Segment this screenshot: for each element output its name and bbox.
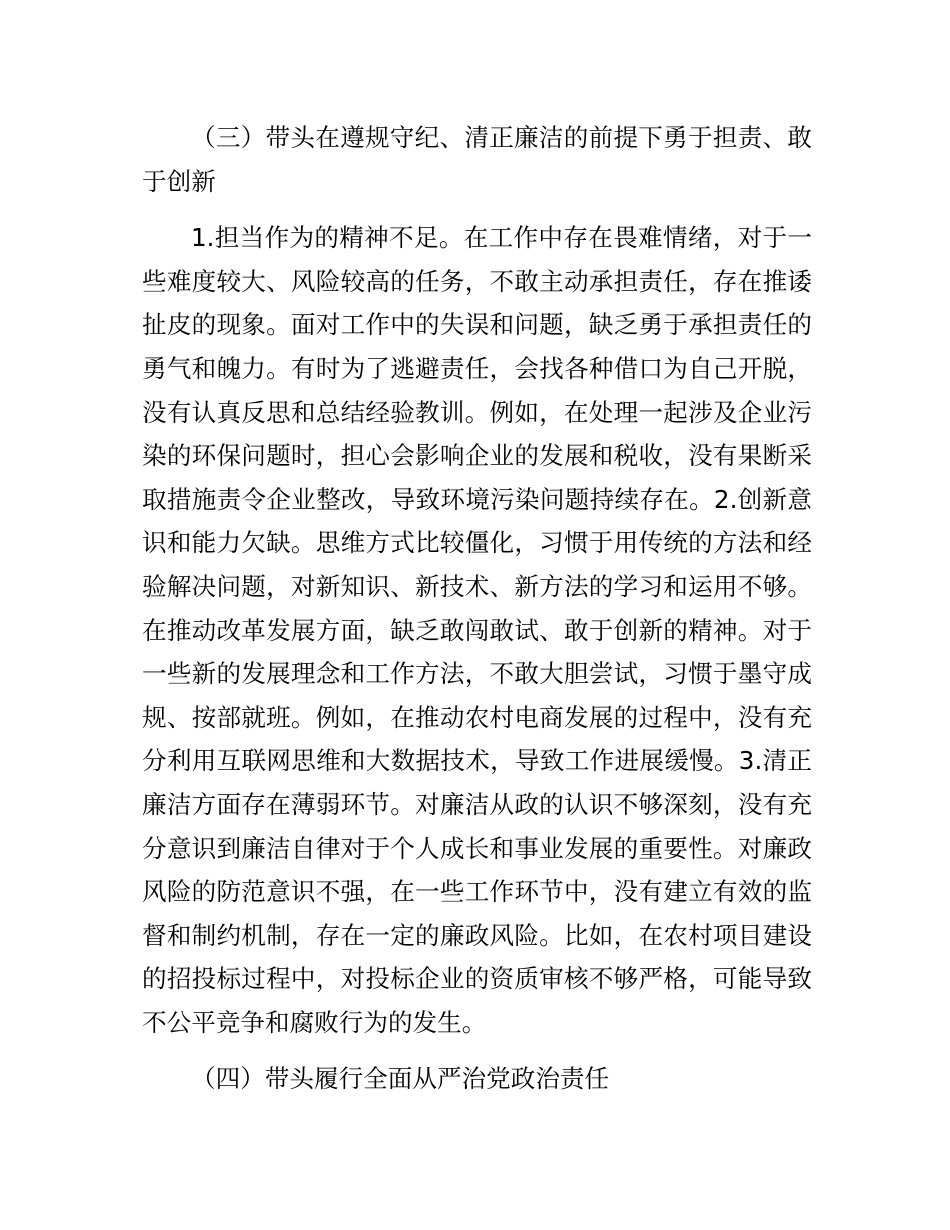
section-three-heading: （三）带头在遵规守纪、清正廉洁的前提下勇于担责、敢于创新 xyxy=(142,123,812,196)
section-four-heading: （四）带头履行全面从严治党政治责任 xyxy=(191,1064,610,1094)
document-body xyxy=(142,116,812,1114)
section-three-body: 1.担当作为的精神不足。在工作中存在畏难情绪，对于一些难度较大、风险较高的任务，不敢主动承担责任，存在推诿扯皮的现象。面对工作中的失误和问题，缺乏勇于承担责任的勇气和魄力。有时为了逃避责任，会找各种借口为自己开脱，没有认真反思和总结经验教训。例如，在处理一起涉及企业污染的环保问题时，担心会影响企业的发展和税收，没有果断采取措施责令企业整改，导致环境污染问题持续存在。2.创新意识和能力欠缺。思维方式比较僵化，习惯于用传统的方法和经验解决问题，对新知识、新技术、新方法的学习和运用不够。在推动改革发展方面，缺乏敢闯敢试、敢于创新的精神。对于一些新的发展理念和工作方法，不敢大胆尝试，习惯于墨守成规、按部就班。例如，在推动农村电商发展的过程中，没有充分利用互联网思维和大数据技术，导致工作进展缓慢。3.清正廉洁方面存在薄弱环节。对廉洁从政的认识不够深刻，没有充分意识到廉洁自律对于个人成长和事业发展的重要性。对廉政风险的防范意识不强，在一些工作环节中，没有建立有效的监督和制约机制，存在一定的廉政风险。比如，在农村项目建设的招投标过程中，对投标企业的资质审核不够严格，可能导致不公平竞争和腐败行为的发生。 xyxy=(142,223,812,1037)
